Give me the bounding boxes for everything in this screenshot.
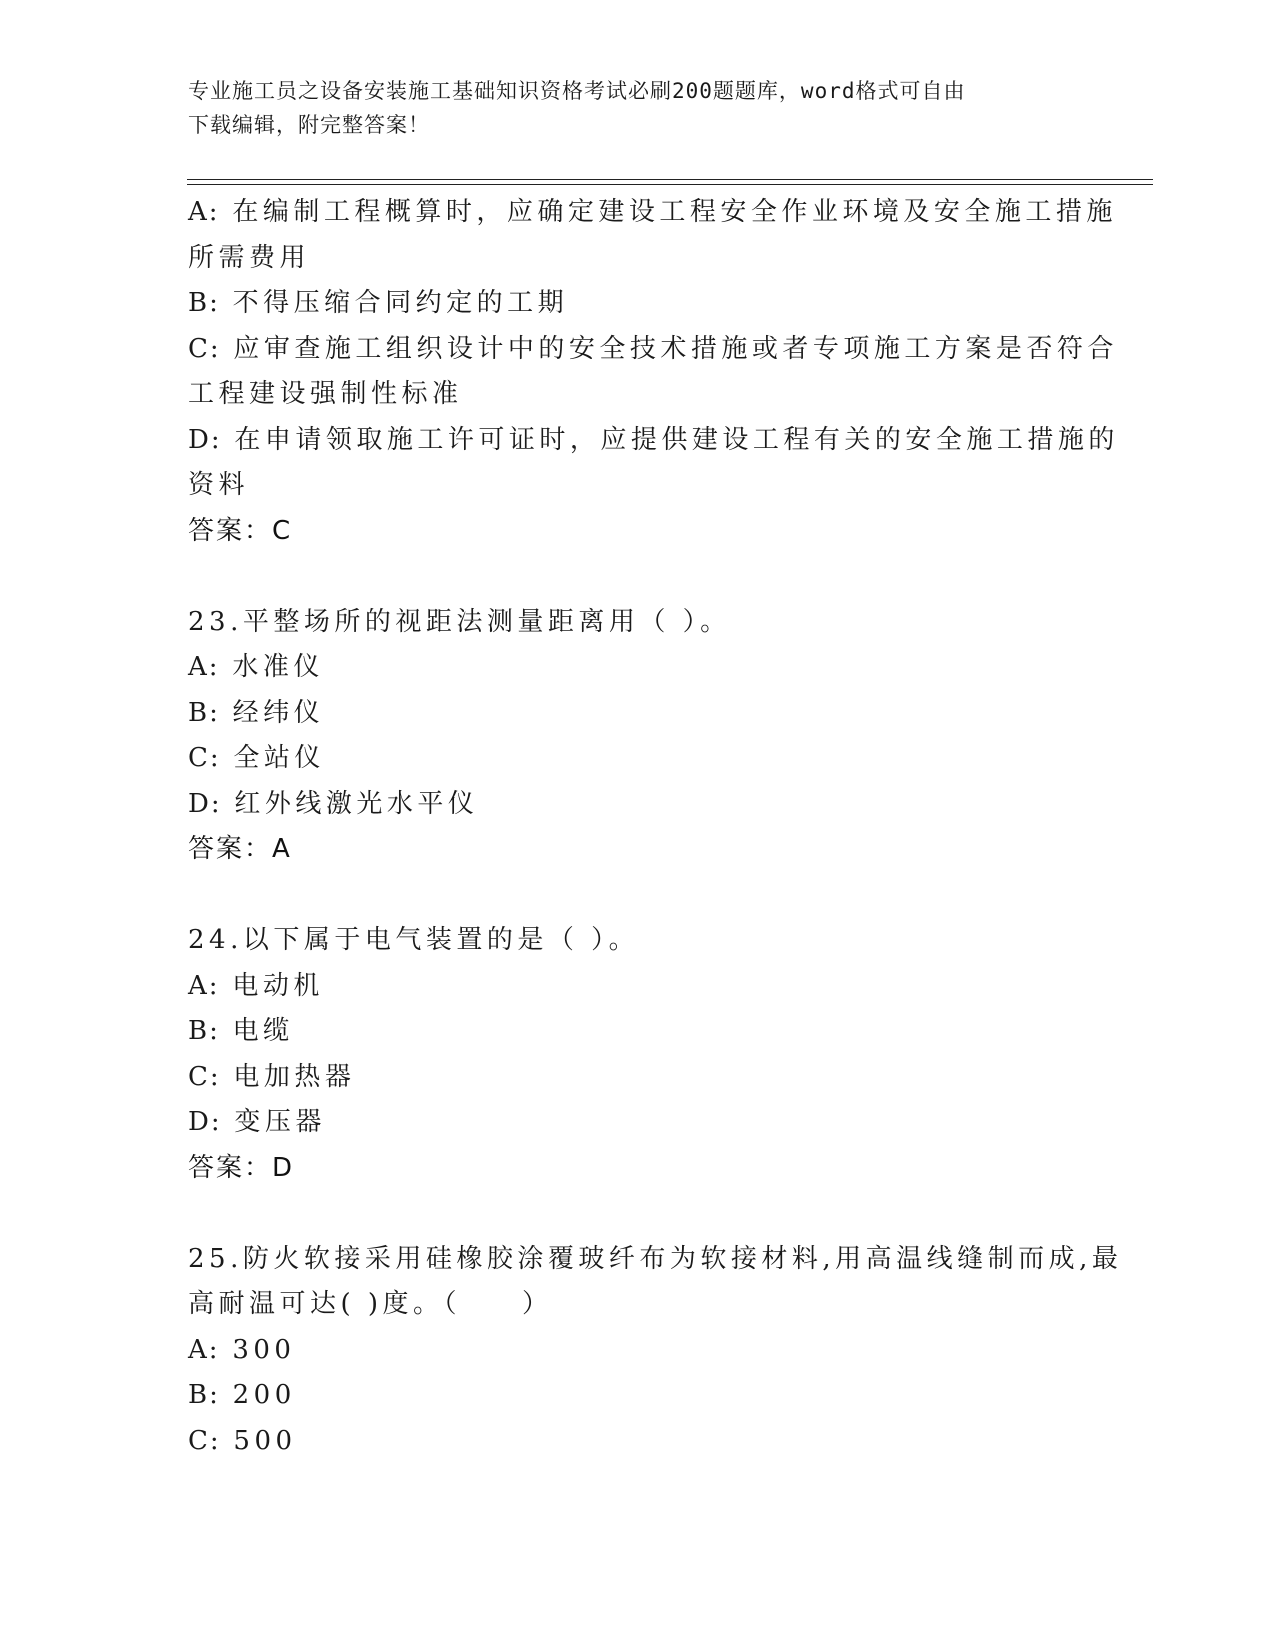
option-a	[188, 964, 1088, 1010]
spacer	[188, 1191, 1088, 1237]
header-line-2: 下载编辑，附完整答案！	[188, 113, 430, 137]
option-label: D:	[188, 1107, 222, 1137]
option-d	[188, 1100, 1088, 1146]
answer-line: 答案：A	[188, 834, 292, 864]
option-a	[188, 190, 1117, 236]
question-stem: 23.平整场所的视距法测量距离用（ ）。	[188, 606, 731, 637]
option-text: 水准仪	[232, 652, 324, 682]
option-c	[188, 327, 1118, 373]
option-text: 变压器	[234, 1107, 326, 1137]
document-header	[188, 74, 1068, 142]
option-text: 经纬仪	[232, 697, 325, 728]
question-stem-continuation: 高耐温可达( )度。（ ）	[188, 1289, 553, 1319]
option-text: 在编制工程概算时，应确定建设工程安全作业环境及安全施工措施	[232, 197, 1117, 227]
spacer	[188, 873, 1088, 919]
option-a	[188, 645, 1088, 691]
question-stem: 25.防火软接采用硅橡胶涂覆玻纤布为软接材料,用高温线缝制而成,最	[188, 1243, 1123, 1274]
option-a	[188, 1328, 1088, 1374]
option-c-continuation: 工程建设强制性标准	[188, 379, 463, 409]
option-c	[188, 736, 1088, 782]
option-label: A:	[188, 970, 220, 1001]
option-label: B:	[188, 1016, 220, 1046]
option-text: 在申请领取施工许可证时，应提供建设工程有关的安全施工措施的	[234, 424, 1119, 455]
option-label: C:	[188, 333, 221, 364]
option-label: D:	[188, 788, 222, 819]
option-b	[188, 1373, 1088, 1419]
option-text: 红外线激光水平仪	[234, 788, 479, 819]
option-d	[188, 418, 1119, 464]
question-22	[188, 190, 1119, 554]
document-body	[188, 190, 1123, 1464]
option-d	[188, 782, 1088, 828]
spacer	[188, 554, 1088, 600]
question-23	[188, 600, 1088, 873]
option-label: C:	[188, 743, 221, 773]
header-line-1: 专业施工员之设备安装施工基础知识资格考试必刷200题题库，word格式可自由	[188, 79, 966, 103]
option-text: 200	[232, 1380, 296, 1410]
option-d-continuation: 资料	[188, 470, 250, 500]
option-label: A:	[188, 197, 220, 227]
option-label: B:	[188, 1380, 220, 1410]
option-label: A:	[188, 1334, 220, 1365]
option-text: 电动机	[232, 970, 324, 1001]
option-c	[188, 1055, 1088, 1101]
option-label: A:	[188, 652, 220, 682]
option-b	[188, 1009, 1088, 1055]
option-text: 应审查施工组织设计中的安全技术措施或者专项施工方案是否符合	[233, 333, 1118, 364]
option-c	[188, 1419, 1088, 1465]
question-stem: 24.以下属于电气装置的是（ ）。	[188, 925, 640, 955]
header-divider-top	[187, 179, 1153, 180]
question-24	[188, 918, 1088, 1191]
option-text: 不得压缩合同约定的工期	[232, 288, 569, 318]
option-text: 电加热器	[233, 1061, 356, 1092]
option-a-continuation: 所需费用	[188, 242, 311, 273]
header-divider-bottom	[187, 184, 1153, 185]
option-text: 300	[232, 1334, 296, 1365]
option-text: 电缆	[232, 1016, 294, 1046]
answer-line: 答案：D	[188, 1152, 295, 1183]
answer-line: 答案：C	[188, 515, 293, 546]
option-label: B:	[188, 288, 220, 318]
option-b	[188, 281, 1088, 327]
option-label: C:	[188, 1061, 221, 1092]
option-text: 500	[233, 1425, 297, 1456]
option-label: B:	[188, 697, 220, 728]
question-25	[188, 1237, 1123, 1465]
option-b	[188, 691, 1088, 737]
option-label: D:	[188, 424, 222, 455]
option-text: 全站仪	[233, 743, 325, 773]
option-label: C:	[188, 1425, 221, 1456]
